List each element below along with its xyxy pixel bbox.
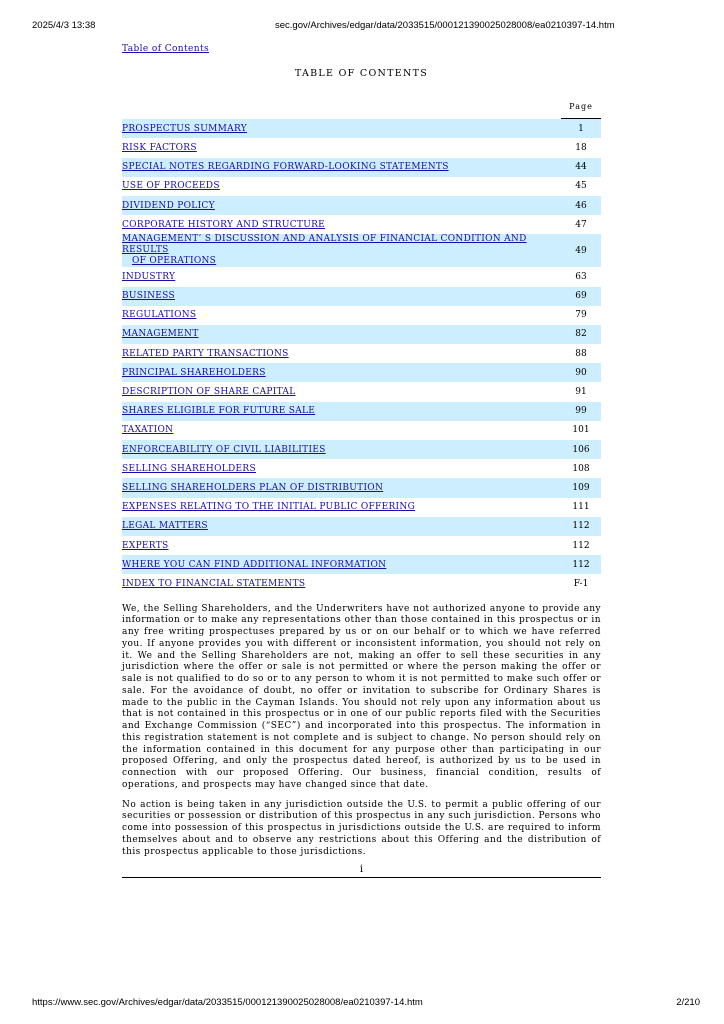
- toc-entry-title-line1: MANAGEMENT’ S DISCUSSION AND ANALYSIS OF FINANCIAL CONDITION AND RESULTS: [122, 234, 527, 256]
- toc-row: [122, 421, 601, 440]
- toc-entry-link[interactable]: SELLING SHAREHOLDERS: [122, 463, 256, 474]
- toc-entry-page: 1: [561, 119, 601, 139]
- toc-entry-page: 47: [575, 219, 587, 230]
- table-of-contents-link[interactable]: Table of Contents: [122, 44, 209, 54]
- print-url: sec.gov/Archives/edgar/data/2033515/000121390025028008/ea0210397-14.htm: [275, 20, 615, 31]
- toc-row: [122, 459, 601, 478]
- toc-entry-link[interactable]: PRINCIPAL SHAREHOLDERS: [122, 367, 266, 378]
- toc-entry-page: 112: [561, 517, 601, 536]
- toc-row: [122, 344, 601, 363]
- toc-row: [122, 363, 601, 382]
- toc-entry-page: 109: [561, 478, 601, 497]
- toc-entry-page: 88: [575, 348, 587, 359]
- toc-title: TABLE OF CONTENTS: [294, 68, 429, 79]
- toc-row: [122, 517, 601, 536]
- toc-row: [122, 158, 601, 177]
- toc-row: [122, 138, 601, 157]
- toc-entry-page: 106: [561, 440, 601, 459]
- toc-entry-page: 63: [575, 271, 587, 282]
- toc-row: [122, 234, 601, 267]
- toc-table: [122, 97, 601, 594]
- disclaimer-paragraph: We, the Selling Shareholders, and the Underwriters have not authorized anyone to provide any information or to make any representations other than those contained in this prospectus or in any free writing prospectuses prepared by us or on our behalf or to which we have referred you. If anyone provides you with different or inconsistent information, you should not rely on it. We and the Selling Shareholders are not, making an offer to sell these securities in any jurisdiction where the offer or sale is not permitted or where the person making the offer or sale is not qualified to do so or to any person to whom it is not permitted to make such offer or sale. For the avoidance of doubt, no offer or invitation to subscribe for Ordinary Shares is made to the public in the Cayman Islands. You should not rely upon any information about us that is not contained in this prospectus or in one of our public reports filed with the Securities and Exchange Commission (“SEC”) and incorporated into this prospectus. The information in this registration statement is not complete and is subject to change. No person should rely on the information contained in this document for any purpose other than participating in our proposed Offering, and only the prospectus dated hereof, is authorized by us to be used in connection with our proposed Offering. Our business, financial condition, results of operations, and prospects may have changed since that date.: [122, 603, 601, 790]
- toc-entry-link[interactable]: INDUSTRY: [122, 271, 176, 282]
- toc-entry-link[interactable]: SELLING SHAREHOLDERS PLAN OF DISTRIBUTION: [122, 482, 384, 493]
- toc-entry-page: 111: [572, 502, 590, 513]
- toc-row: [122, 382, 601, 401]
- toc-entry-page: 112: [561, 555, 601, 574]
- toc-row: [122, 215, 601, 234]
- toc-row: [122, 574, 601, 593]
- toc-entry-link[interactable]: PROSPECTUS SUMMARY: [122, 123, 248, 134]
- toc-entry-link[interactable]: BUSINESS: [122, 291, 175, 302]
- toc-entry-link[interactable]: USE OF PROCEEDS: [122, 181, 220, 192]
- jurisdiction-paragraph: No action is being taken in any jurisdiction outside the U.S. to permit a public offering of our securities or possession or distribution of this prospectus in any such jurisdiction. Persons who come into possession of this prospectus in jurisdictions outside the U.S. are required to inform themselves about and to observe any restrictions about this Offering and the distribution of this prospectus applicable to those jurisdictions.: [122, 799, 601, 857]
- toc-row: [122, 536, 601, 555]
- toc-entry-page: 82: [561, 325, 601, 344]
- toc-entry-link[interactable]: MANAGEMENT: [122, 329, 199, 340]
- toc-row: [122, 306, 601, 325]
- toc-entry-page: 69: [561, 287, 601, 306]
- toc-entry-page: 108: [572, 463, 590, 474]
- toc-entry-link[interactable]: CORPORATE HISTORY AND STRUCTURE: [122, 219, 326, 230]
- toc-entry-title-line2: OF OPERATIONS: [132, 256, 217, 267]
- toc-entry-page: 112: [572, 540, 590, 551]
- toc-entry-page: 101: [572, 425, 590, 436]
- toc-row: [122, 498, 601, 517]
- toc-entry-link[interactable]: TAXATION: [122, 425, 174, 436]
- print-datetime: 2025/4/3 13:38: [32, 20, 96, 31]
- toc-entry-page: 79: [575, 310, 587, 321]
- toc-entry-page: 90: [561, 363, 601, 382]
- print-page-count: 2/210: [676, 997, 700, 1008]
- toc-entry-link[interactable]: WHERE YOU CAN FIND ADDITIONAL INFORMATION: [122, 559, 387, 570]
- toc-row: [122, 267, 601, 286]
- toc-row: [122, 119, 601, 139]
- toc-entry-page: 44: [561, 158, 601, 177]
- toc-entry-link[interactable]: LEGAL MATTERS: [122, 521, 208, 532]
- toc-row: [122, 196, 601, 215]
- print-footer-url: https://www.sec.gov/Archives/edgar/data/2033515/000121390025028008/ea0210397-14.htm: [32, 997, 423, 1008]
- toc-entry-page: 45: [575, 181, 587, 192]
- toc-entry-link[interactable]: INDEX TO FINANCIAL STATEMENTS: [122, 578, 306, 589]
- toc-row: [122, 177, 601, 196]
- toc-entry-link[interactable]: RISK FACTORS: [122, 142, 197, 153]
- toc-entry-link[interactable]: SHARES ELIGIBLE FOR FUTURE SALE: [122, 406, 316, 417]
- toc-entry-link[interactable]: SPECIAL NOTES REGARDING FORWARD-LOOKING STATEMENTS: [122, 162, 449, 173]
- toc-entry-page: 91: [575, 387, 587, 398]
- toc-entry-page: 49: [561, 234, 601, 267]
- page-number: i: [359, 864, 364, 876]
- toc-entry-page: 18: [575, 142, 587, 153]
- toc-row: [122, 287, 601, 306]
- toc-entry-link[interactable]: EXPERTS: [122, 540, 169, 551]
- toc-row: [122, 325, 601, 344]
- toc-row: [122, 478, 601, 497]
- toc-entry-link[interactable]: [122, 234, 561, 267]
- page-rule: [122, 877, 601, 878]
- toc-entry-link[interactable]: RELATED PARTY TRANSACTIONS: [122, 348, 289, 359]
- toc-entry-page: 46: [561, 196, 601, 215]
- toc-row: [122, 440, 601, 459]
- toc-entry-page: F-1: [573, 578, 589, 589]
- toc-row: [122, 555, 601, 574]
- toc-entry-link[interactable]: EXPENSES RELATING TO THE INITIAL PUBLIC OFFERING: [122, 502, 416, 513]
- toc-row: [122, 402, 601, 421]
- toc-entry-link[interactable]: REGULATIONS: [122, 310, 197, 321]
- document-body: [122, 40, 601, 878]
- toc-entry-link[interactable]: ENFORCEABILITY OF CIVIL LIABILITIES: [122, 444, 326, 455]
- toc-header-row: [122, 97, 601, 119]
- toc-entry-link[interactable]: DIVIDEND POLICY: [122, 200, 215, 211]
- toc-entry-link[interactable]: DESCRIPTION OF SHARE CAPITAL: [122, 387, 296, 398]
- toc-entry-page: 99: [561, 402, 601, 421]
- page-column-header: Page: [561, 97, 601, 119]
